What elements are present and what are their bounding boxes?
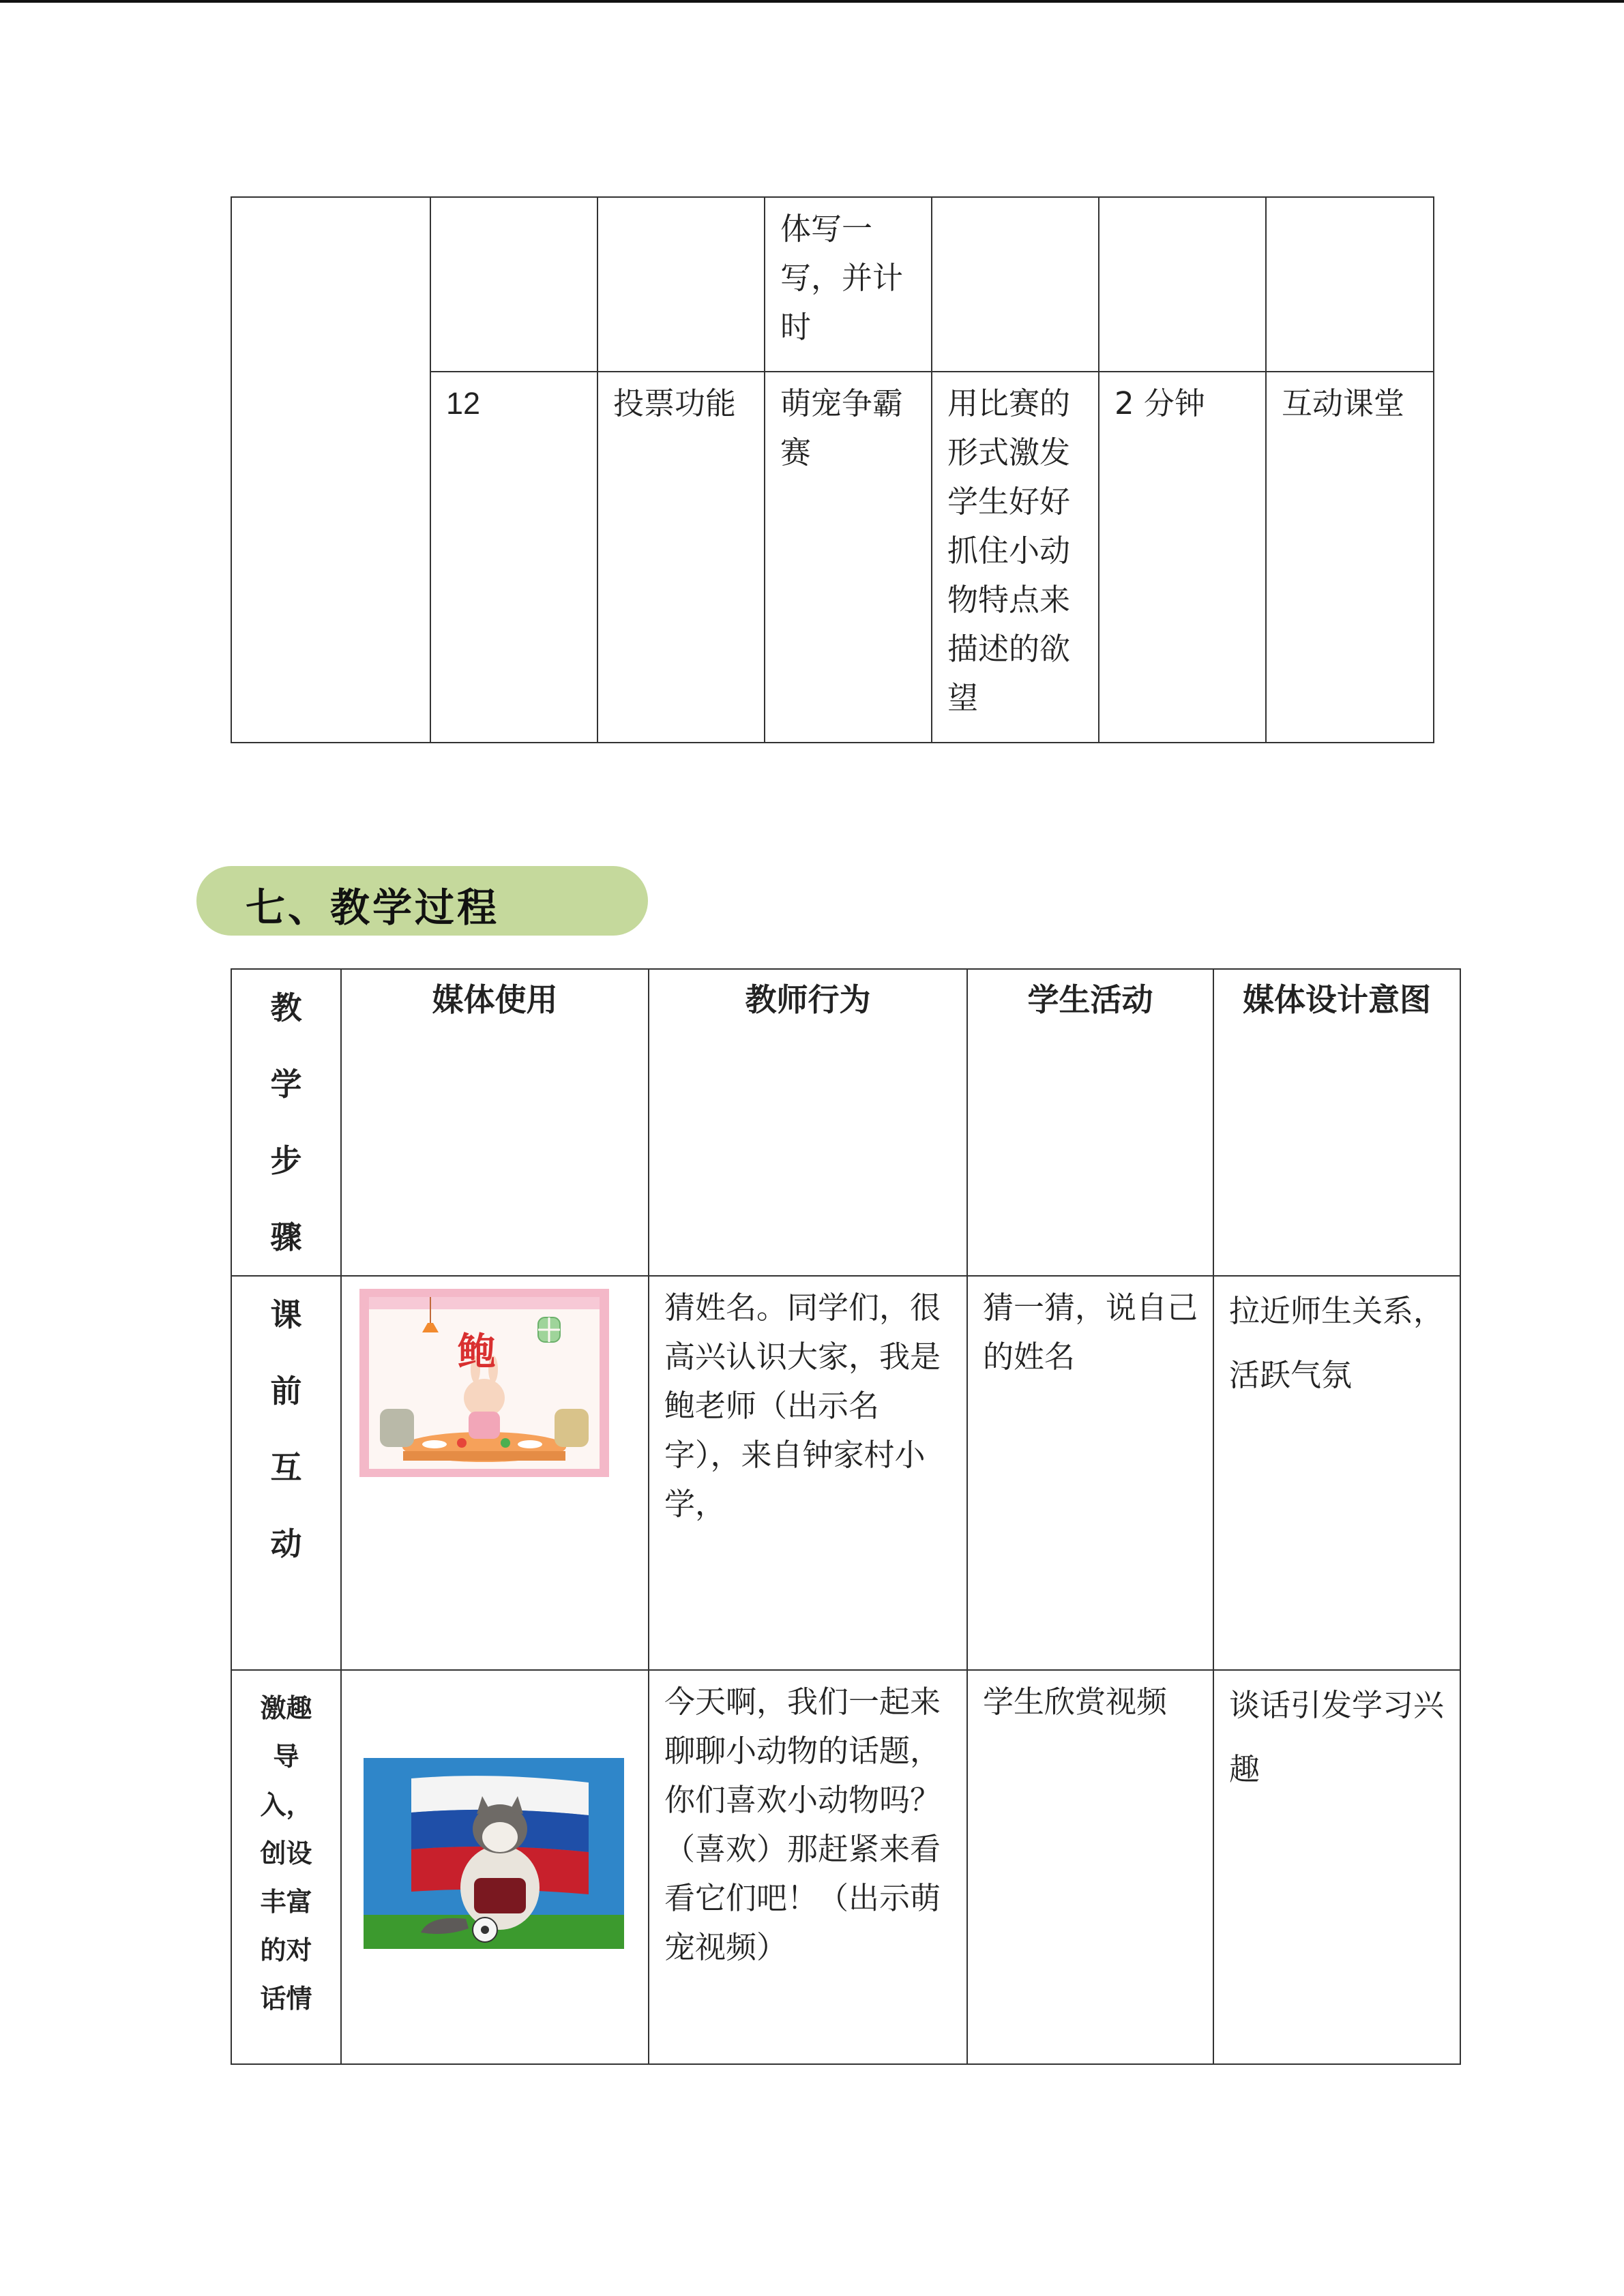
step-char: 导: [273, 1742, 299, 1772]
header-step-char: 学: [270, 1066, 302, 1103]
step-cell: [231, 1670, 341, 2064]
step-char: 前: [270, 1373, 302, 1410]
step-char: 激趣: [260, 1693, 312, 1723]
step-char: 的对: [260, 1935, 312, 1965]
intent-cell: 谈话引发学习兴趣: [1213, 1670, 1460, 2064]
table-cell: [430, 197, 597, 372]
page-top-border: [0, 0, 1624, 3]
table-cell: [932, 197, 1099, 372]
media-cell: [341, 1276, 649, 1670]
tool-table-continued: [231, 196, 1434, 743]
header-step: [231, 969, 341, 1276]
step-cell: [231, 1276, 341, 1670]
header-step-char: 骤: [270, 1219, 302, 1255]
header-intent: 媒体设计意图: [1213, 969, 1460, 1276]
step-char: 课: [270, 1296, 302, 1333]
step-char: 互: [270, 1449, 302, 1486]
step-char: 创设: [260, 1838, 312, 1868]
table-row: [231, 1670, 1460, 2064]
table-row: [231, 197, 1434, 372]
merged-category-cell: [231, 197, 430, 743]
activity-cell: 萌宠争霸赛: [765, 372, 932, 743]
pet-video-thumbnail: [364, 1758, 624, 1949]
header-step-char: 步: [270, 1142, 302, 1179]
table-cell: [1266, 197, 1434, 372]
section-title: 七、教学过程: [246, 884, 500, 931]
step-char: 话情: [260, 1984, 312, 2014]
table-cell: [597, 197, 765, 372]
header-step-char: 教: [270, 989, 302, 1026]
student-cell: 学生欣赏视频: [967, 1670, 1213, 2064]
step-char: 丰富: [260, 1887, 312, 1917]
table-cell: [1099, 197, 1266, 372]
platform-cell: 互动课堂: [1266, 372, 1434, 743]
step-char: 动: [270, 1525, 302, 1562]
activity-cell: 体写一写，并计时: [765, 197, 932, 372]
teacher-cell: 猜姓名。同学们，很高兴认识大家，我是鲍老师（出示名字），来自钟家村小学，: [649, 1276, 967, 1670]
header-student: 学生活动: [967, 969, 1213, 1276]
feature-cell: 投票功能: [597, 372, 765, 743]
step-char: 入，: [260, 1790, 312, 1820]
media-cell: [341, 1670, 649, 2064]
header-teacher: 教师行为: [649, 969, 967, 1276]
intent-cell: 拉近师生关系，活跃气氛: [1213, 1276, 1460, 1670]
purpose-cell: 用比赛的形式激发学生好好抓住小动物特点来描述的欲望: [932, 372, 1099, 743]
duration-cell: 2 分钟: [1099, 372, 1266, 743]
table-row: [231, 1276, 1460, 1670]
section-heading: [196, 866, 648, 936]
table-header-row: [231, 969, 1460, 1276]
student-cell: 猜一猜，说自己的姓名: [967, 1276, 1213, 1670]
index-cell: 12: [430, 372, 597, 743]
surname-character: 鲍: [458, 1330, 496, 1375]
teacher-cell: 今天啊，我们一起来聊聊小动物的话题，你们喜欢小动物吗？（喜欢）那赶紧来看看它们吧！（出示萌宠视频）: [649, 1670, 967, 2064]
teaching-process-table: [231, 968, 1461, 2065]
name-card-illustration: [359, 1289, 609, 1477]
header-media: 媒体使用: [341, 969, 649, 1276]
